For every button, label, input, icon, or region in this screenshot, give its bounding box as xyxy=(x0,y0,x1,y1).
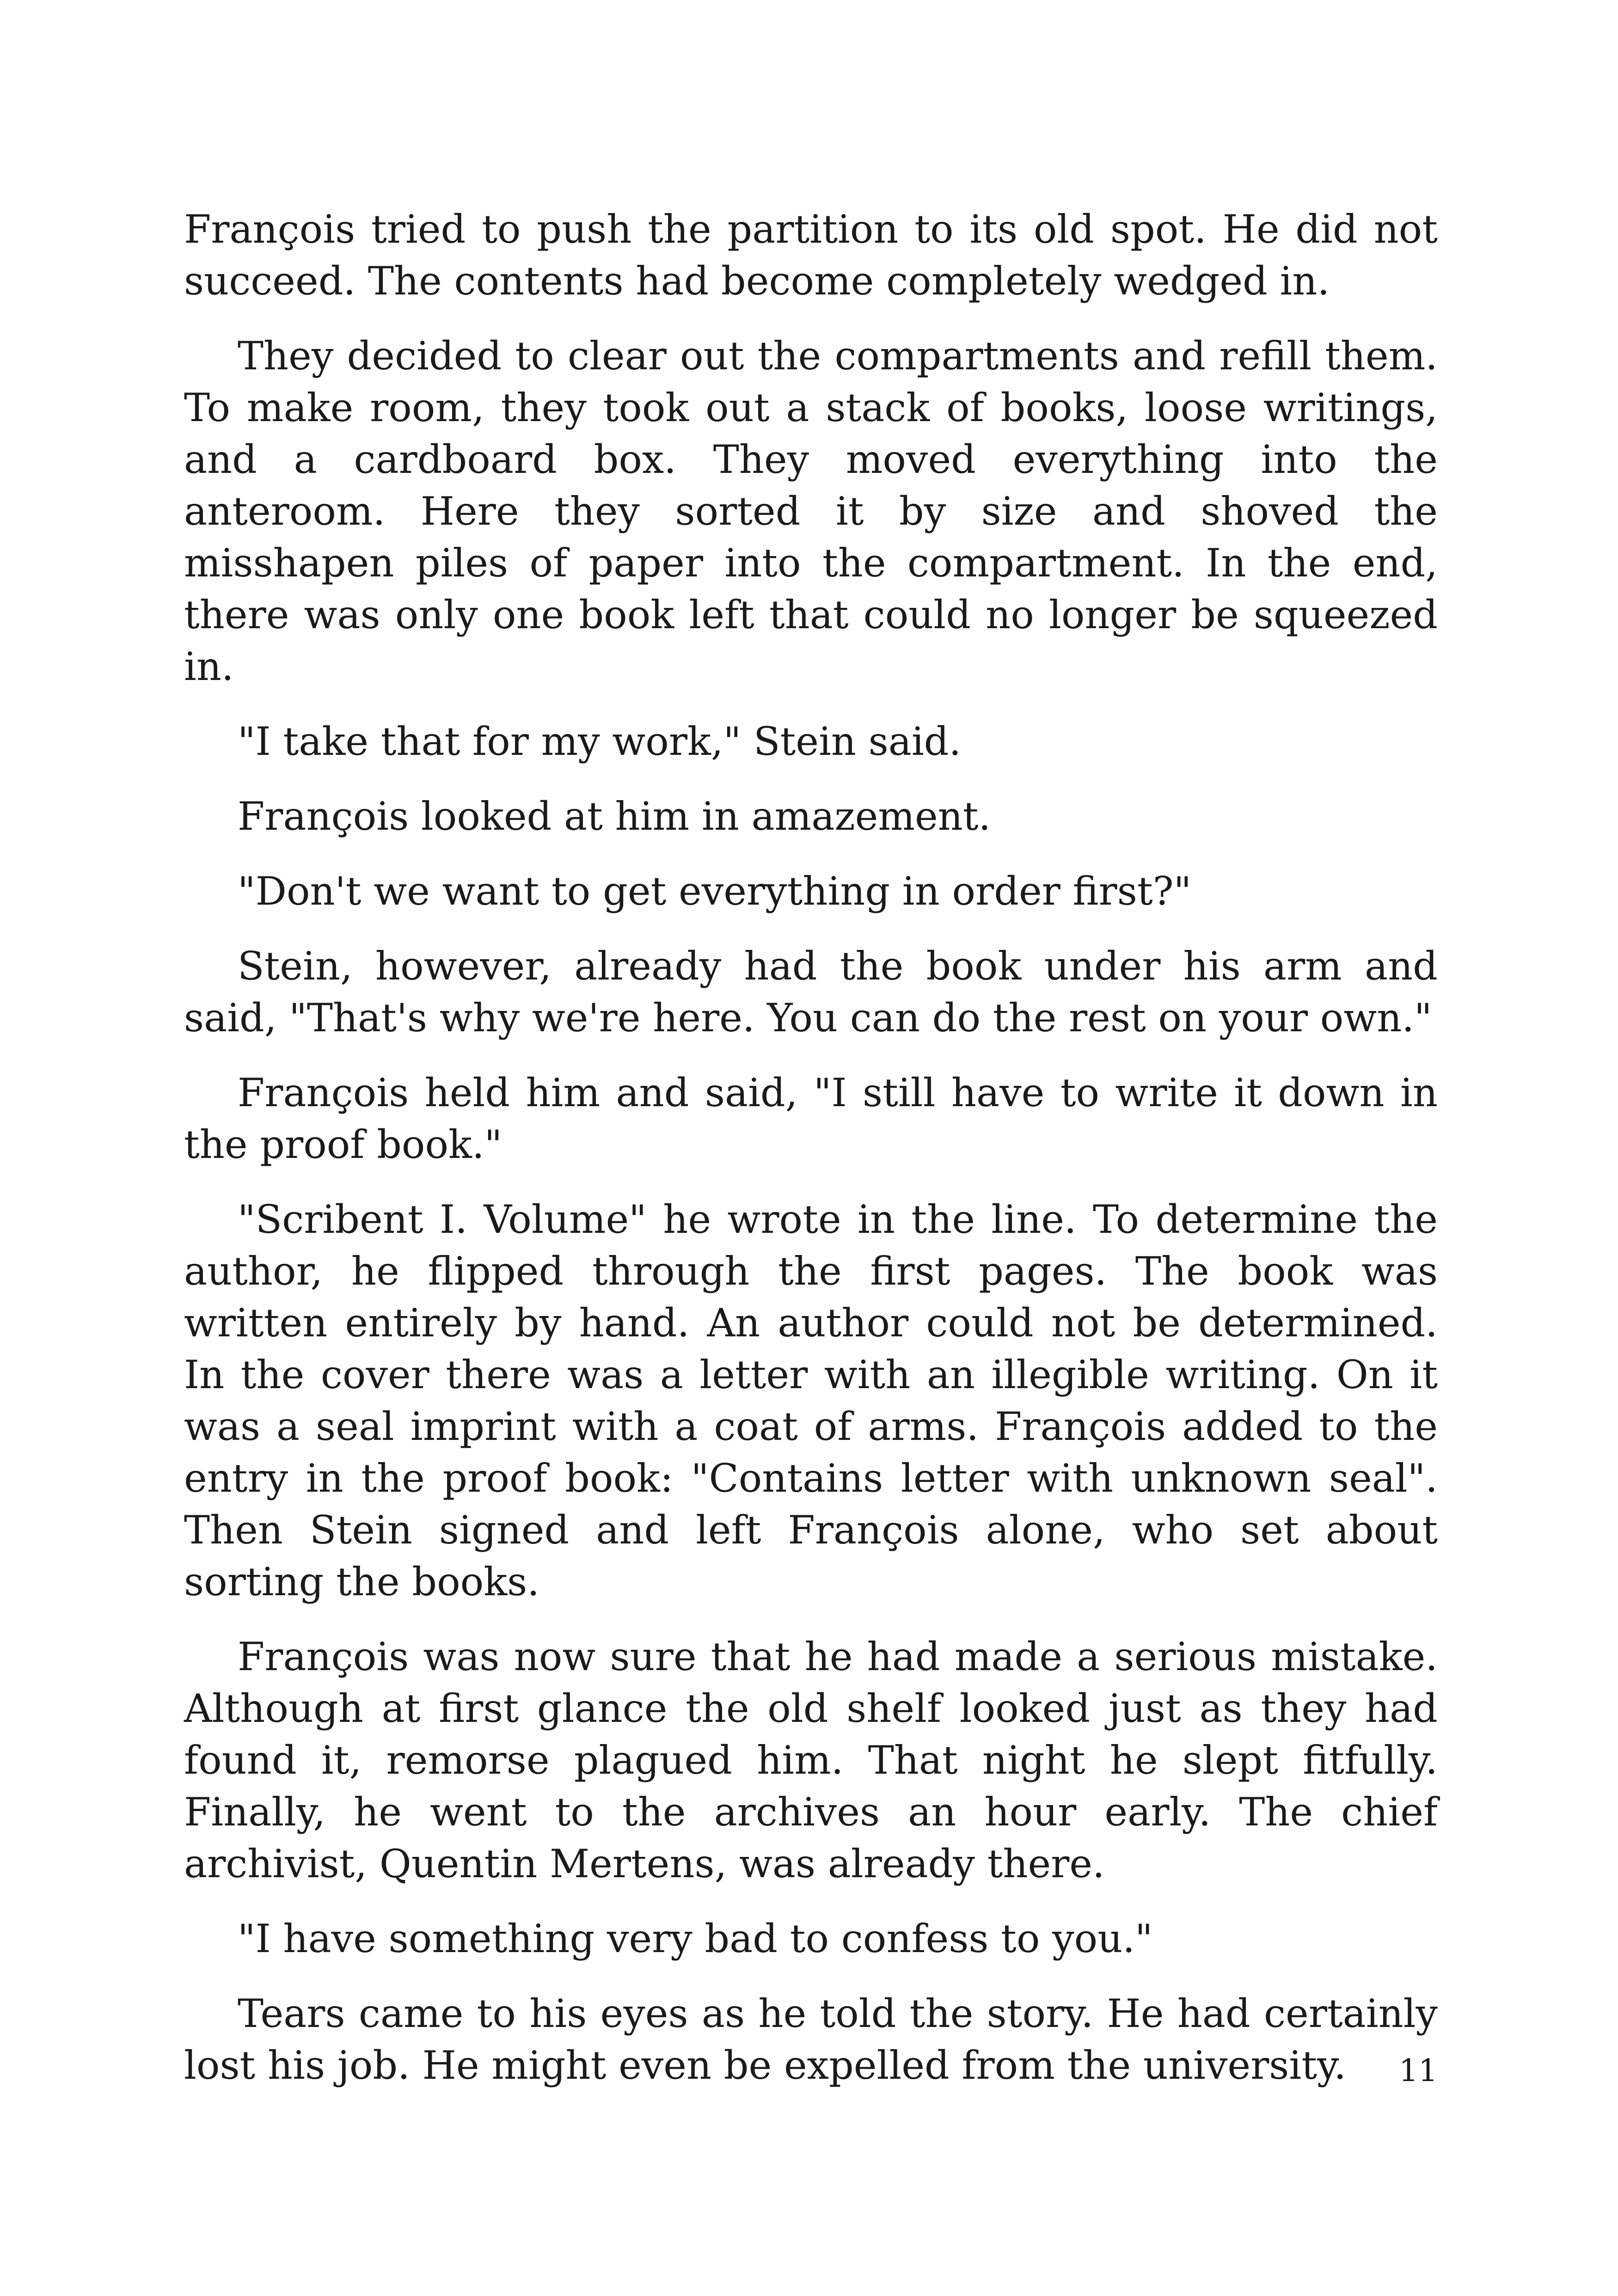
paragraph-7: François held him and said, "I still have to write it down in the proof book." xyxy=(184,1070,1438,1167)
body-text xyxy=(184,203,1438,2114)
paragraph-9: François was now sure that he had made a serious mistake. Although at first glance the old shelf looked just as they had found it, remorse plagued him. That night he slept fitfully. Finally, he went to the archives an hour early. The chief archivist, Quentin Mertens, was already there. xyxy=(184,1634,1438,1886)
paragraph-4: François looked at him in amazement. xyxy=(238,794,991,839)
paragraph-1: François tried to push the partition to its old spot. He did not succeed. The contents had become completely wedged in. xyxy=(184,207,1438,304)
paragraph-11: Tears came to his eyes as he told the story. He had certainly lost his job. He might even be expelled from the university. xyxy=(184,1991,1438,2088)
paragraph-2: They decided to clear out the compartments and refill them. To make room, they took out a stack of books, loose writings, and a cardboard box. They moved everything into the anteroom. Here they sorted it by size and shoved the misshapen piles of paper into the compartment. In the end, there was only one book left that could no longer be squeezed in. xyxy=(184,333,1438,689)
paragraph-6: Stein, however, already had the book under his arm and said, "That's why we're here. You can do the rest on your own." xyxy=(184,943,1438,1041)
paragraph-8: "Scribent I. Volume" he wrote in the line. To determine the author, he flipped through the first pages. The book was written entirely by hand. An author could not be determined. In the cover there was a letter with an illegible writing. On it was a seal imprint with a coat of arms. François added to the entry in the proof book: "Contains letter with unknown seal". Then Stein signed and left François alone, who set about sorting the books. xyxy=(184,1197,1438,1604)
paragraph-3: "I take that for my work," Stein said. xyxy=(238,719,962,764)
paragraph-10: "I have something very bad to confess to you." xyxy=(238,1916,1153,1961)
page-number: 11 xyxy=(1399,2053,1438,2088)
paragraph-5: "Don't we want to get everything in order first?" xyxy=(238,869,1192,914)
